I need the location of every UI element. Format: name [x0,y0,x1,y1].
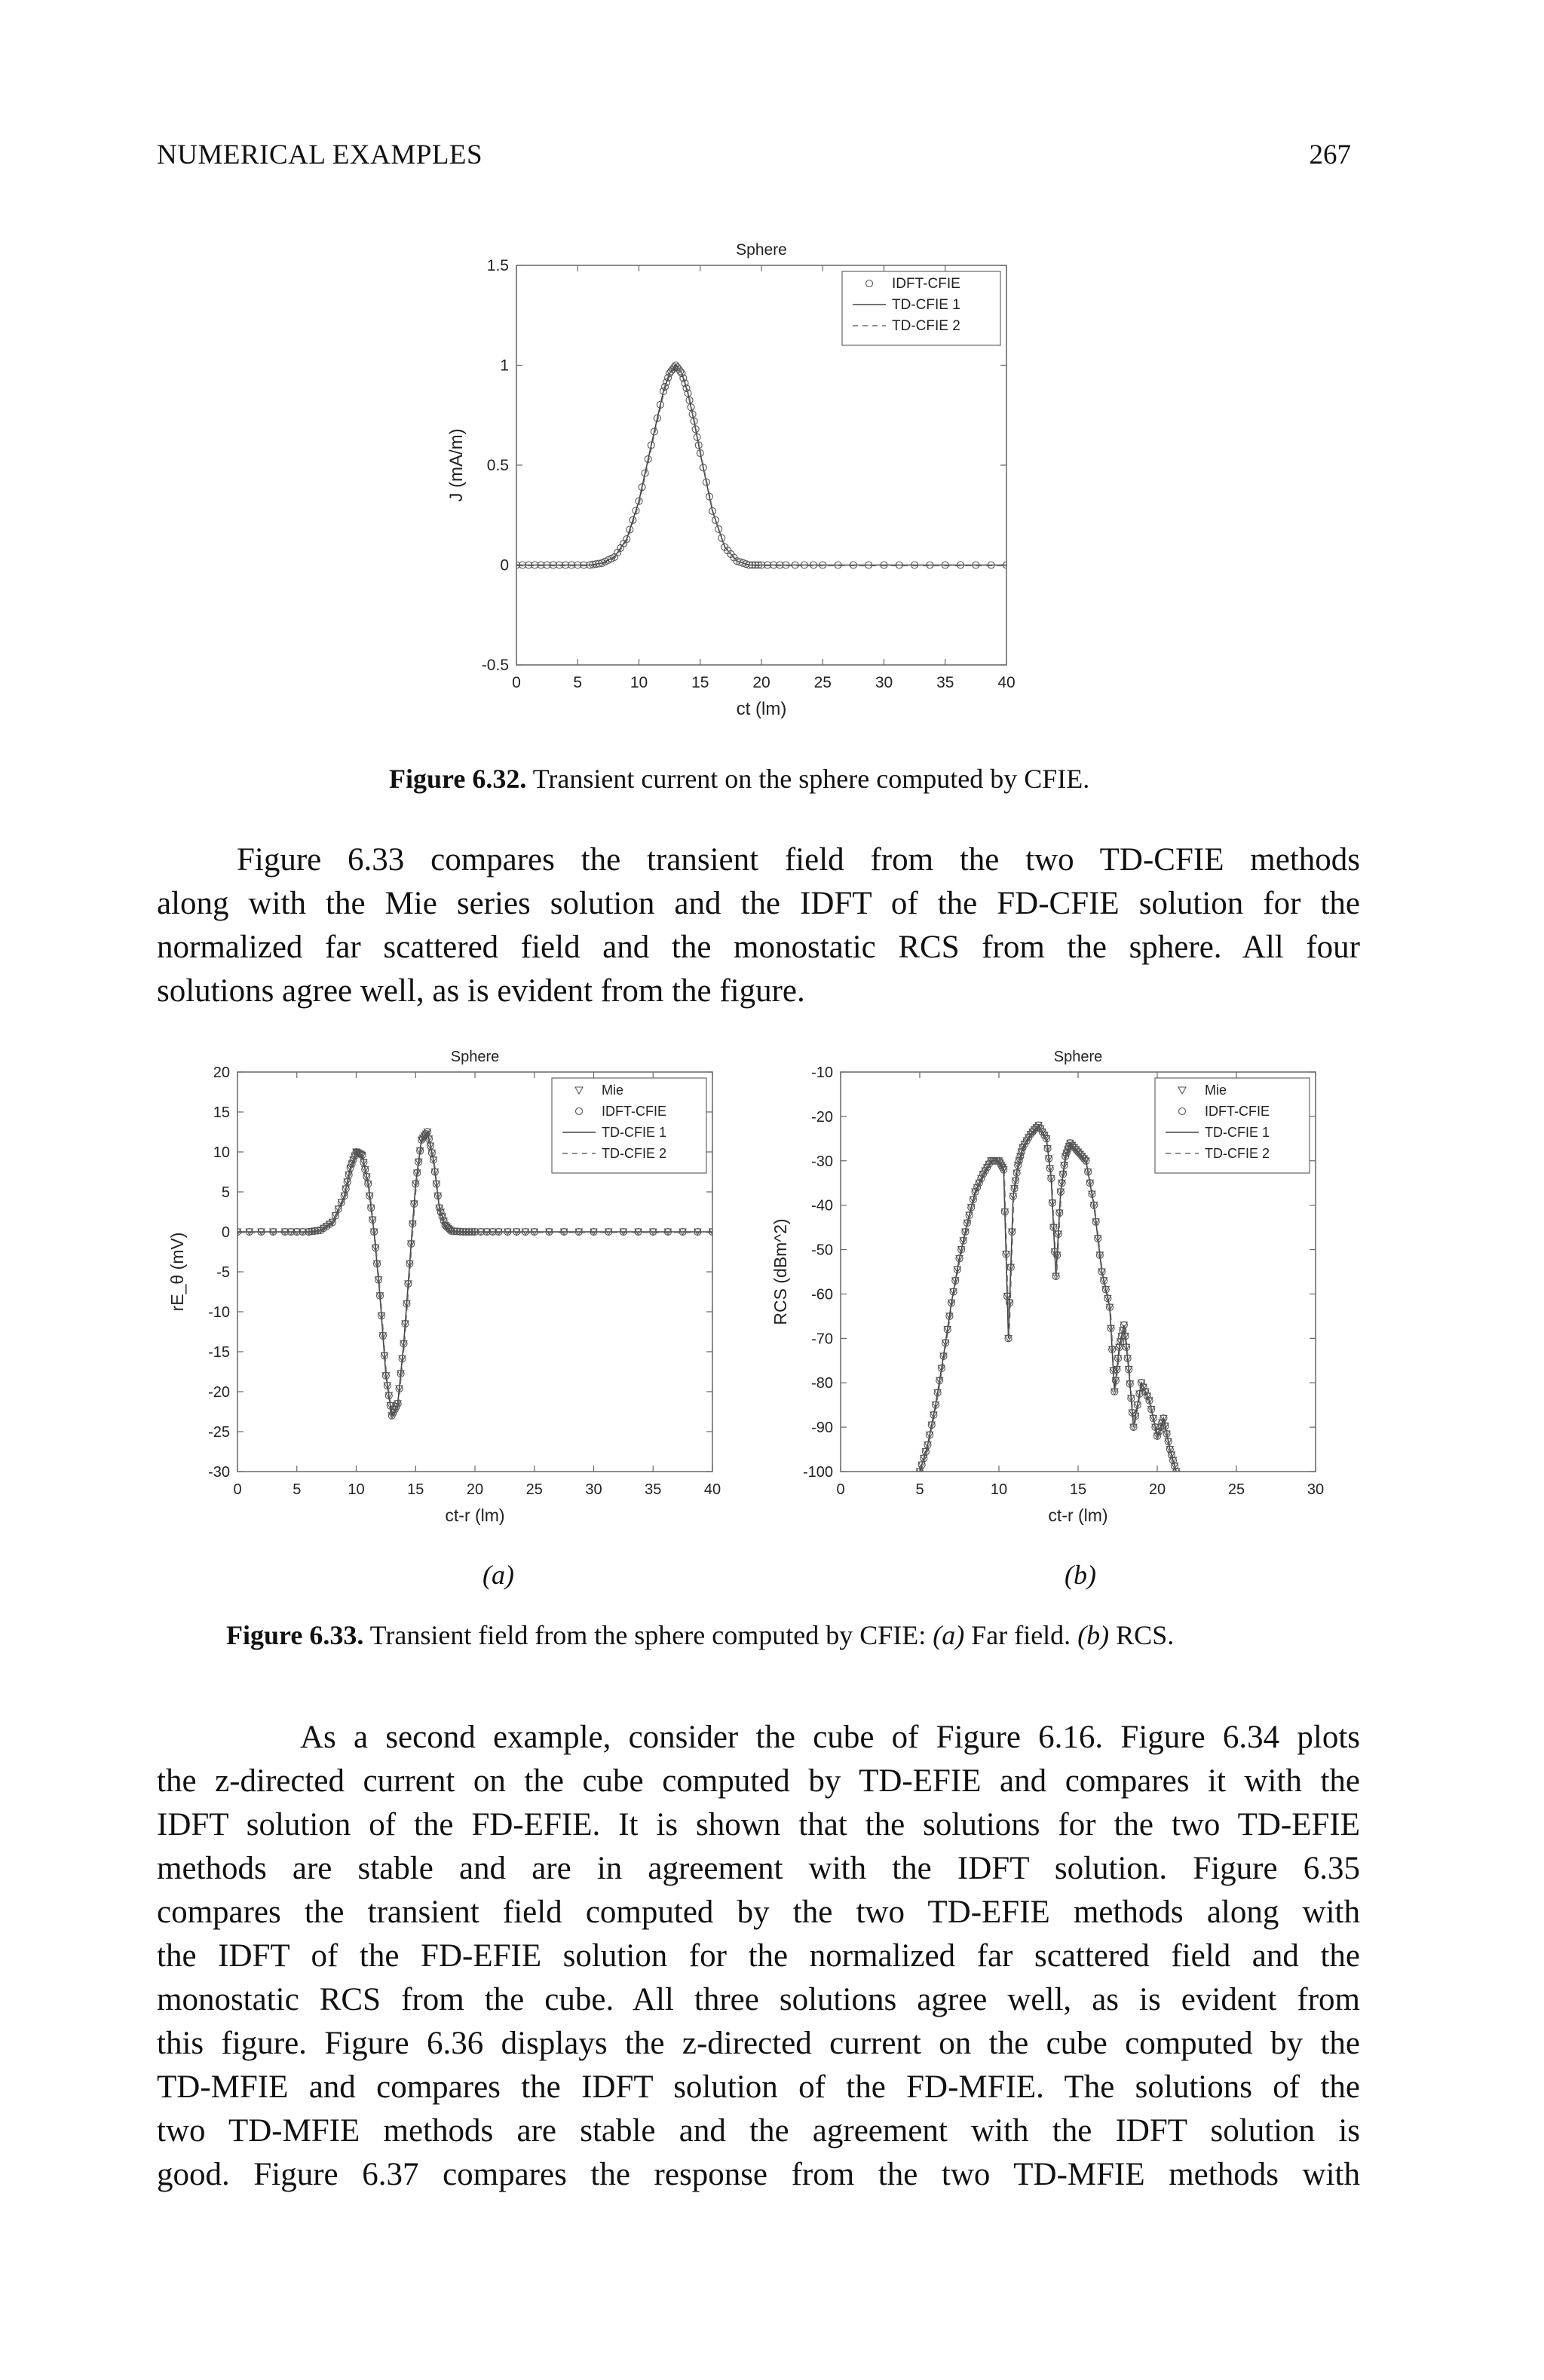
paragraph-1 [157,838,1360,1013]
subfigure-label-a: (a) [482,1560,514,1590]
y-tick-label: -15 [208,1344,230,1361]
x-tick-label: 5 [293,1481,302,1498]
x-tick-label: 15 [407,1481,424,1498]
paragraph-line: monostatic RCS from the cube. All three solutions agree well, as is evident from [157,1982,1360,2017]
y-tick-label: -5 [216,1264,230,1281]
y-tick-label: -100 [802,1464,833,1481]
y-tick-label: -10 [811,1064,833,1081]
chart-633b-group [770,1049,1324,1525]
figure-6-33-caption [226,1619,1174,1651]
x-tick-label: 30 [585,1481,602,1498]
paragraph-line: methods are stable and are in agreement with the IDFT solution. Figure 6.35 [157,1851,1360,1886]
paragraph-line: two TD-MFIE methods are stable and the agreement with the IDFT solution is [157,2113,1360,2149]
figure-6-33a-chart [151,1040,761,1553]
paragraph-line: Figure 6.33 compares the transient field from the two TD-CFIE methods [237,842,1360,878]
x-tick-label: 0 [233,1481,242,1498]
paragraph-line: this figure. Figure 6.36 displays the z-directed current on the cube computed by the [157,2026,1360,2061]
legend-label: TD-CFIE 2 [1205,1146,1270,1161]
y-tick-label: -10 [208,1304,230,1321]
y-axis-label: RCS (dBm^2) [770,1218,790,1325]
y-tick-label: 10 [213,1144,230,1161]
caption-mid: Far field. [964,1620,1078,1650]
legend-label: IDFT-CFIE [1205,1104,1270,1119]
x-tick-label: 20 [1148,1481,1166,1498]
paragraph-line: TD-MFIE and compares the IDFT solution of the FD-MFIE. The solutions of the [157,2069,1360,2105]
y-tick-label: 5 [221,1184,230,1201]
caption-a: (a) [933,1620,965,1650]
y-tick-label: -30 [208,1464,230,1481]
paragraph-line: along with the Mie series solution and the IDFT of the FD-CFIE solution for the [157,886,1360,921]
y-tick-label: 0.5 [486,457,509,474]
caption-b: (b) [1077,1620,1110,1650]
x-tick-label: 40 [997,674,1016,691]
caption-text: Transient current on the sphere computed by CFIE. [526,764,1090,794]
paragraph-line: compares the transient field computed by the two TD-EFIE methods along with [157,1895,1360,1930]
x-tick-label: 20 [752,674,770,691]
x-tick-label: 30 [1307,1481,1325,1498]
chart-632-group [446,241,1016,719]
page-number: 267 [1309,139,1351,170]
x-tick-label: 5 [915,1481,924,1498]
y-axis-label: J (mA/m) [446,428,467,502]
x-tick-label: 20 [466,1481,484,1498]
chart-title: Sphere [736,241,787,259]
y-tick-label: 15 [213,1104,230,1121]
x-axis-label: ct-r (lm) [445,1505,505,1525]
subfigure-label-b: (b) [1065,1560,1096,1590]
x-tick-label: 35 [936,674,954,691]
paragraph-line: the z-directed current on the cube computed by TD-EFIE and compares it with the [157,1763,1360,1799]
caption-label: Figure 6.33. [226,1620,364,1650]
y-tick-label: -25 [208,1424,230,1441]
x-tick-label: 30 [875,674,893,691]
legend-label: Mie [1205,1083,1227,1098]
x-tick-label: 25 [525,1481,543,1498]
x-axis-label: ct-r (lm) [1048,1505,1108,1525]
x-tick-label: 0 [836,1481,845,1498]
legend-label: TD-CFIE 1 [892,297,960,313]
x-tick-label: 15 [1069,1481,1087,1498]
x-tick-label: 15 [691,674,709,691]
x-tick-label: 0 [512,674,521,691]
caption-text: Transient field from the sphere computed by CFIE: [363,1620,933,1650]
y-tick-label: 0 [500,556,509,574]
y-tick-label: -50 [811,1242,833,1259]
paragraph-line: the IDFT of the FD-EFIE solution for the normalized far scattered field and the [157,1938,1360,1974]
y-tick-label: -90 [811,1420,833,1437]
x-tick-label: 10 [990,1481,1008,1498]
chart-title: Sphere [450,1049,500,1065]
x-axis-label: ct (lm) [736,699,787,719]
paragraph-line: good. Figure 6.37 compares the response from the two TD-MFIE methods with [157,2157,1360,2192]
legend-label: TD-CFIE 2 [892,318,960,334]
y-tick-label: -0.5 [481,657,509,674]
y-tick-label: 1 [500,357,509,375]
x-tick-label: 40 [703,1481,721,1498]
figure-6-32-caption [389,763,1089,795]
chart-title: Sphere [1053,1049,1103,1065]
y-tick-label: -60 [811,1286,833,1303]
y-tick-label: 0 [221,1224,230,1241]
paragraph-line: IDFT solution of the FD-EFIE. It is shown that the solutions for the two TD-EFIE [157,1807,1360,1842]
legend-label: IDFT-CFIE [892,276,960,292]
y-tick-label: -20 [811,1108,833,1126]
running-head: NUMERICAL EXAMPLES [157,139,483,170]
y-tick-label: 20 [213,1064,230,1081]
x-tick-label: 10 [630,674,648,691]
y-tick-label: -20 [208,1384,230,1401]
caption-end: RCS. [1109,1620,1175,1650]
y-tick-label: -40 [811,1197,833,1215]
y-tick-label: -80 [811,1375,833,1392]
x-tick-label: 35 [645,1481,662,1498]
x-tick-label: 25 [1227,1481,1245,1498]
y-tick-label: -70 [811,1331,833,1348]
paragraph-line: normalized far scattered field and the monostatic RCS from the sphere. All four [157,930,1360,965]
legend-label: TD-CFIE 1 [1205,1125,1270,1140]
y-axis-label: rE_θ (mV) [167,1232,187,1312]
x-tick-label: 10 [348,1481,365,1498]
chart-633a-group [167,1049,721,1525]
figure-6-33b-chart [754,1040,1365,1553]
caption-label: Figure 6.32. [389,764,527,794]
legend-label: IDFT-CFIE [602,1104,666,1119]
y-tick-label: -30 [811,1153,833,1170]
x-tick-label: 25 [813,674,832,691]
legend-label: Mie [602,1083,624,1098]
x-tick-label: 5 [573,674,583,691]
paragraph-2 [157,1716,1360,2197]
y-tick-label: 1.5 [486,257,509,274]
legend-label: TD-CFIE 1 [602,1125,667,1140]
paragraph-line: As a second example, consider the cube of Figure 6.16. Figure 6.34 plots [300,1720,1360,1755]
legend-label: TD-CFIE 2 [602,1146,667,1161]
paragraph-line: solutions agree well, as is evident from the figure. [157,973,805,1009]
figure-6-32-chart [422,234,1071,746]
